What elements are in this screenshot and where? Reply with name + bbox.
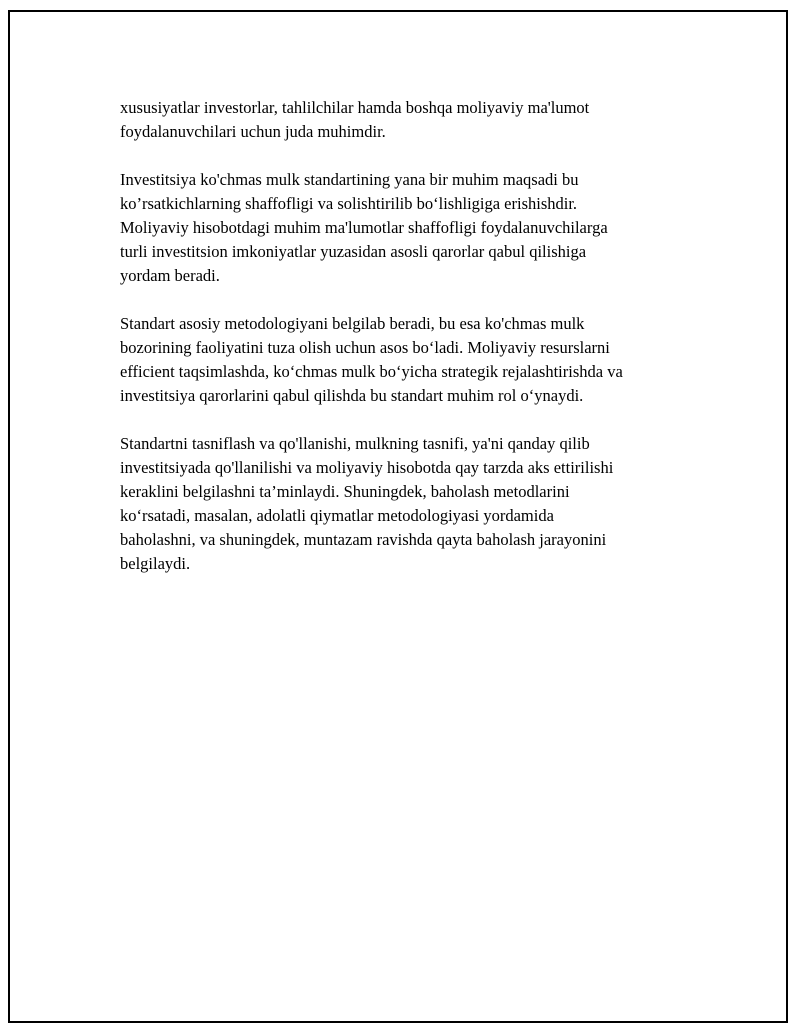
paragraph-4: Standartni tasniflash va qo'llanishi, mulkning tasnifi, ya'ni qanday qilib investitsiyada qo'llanilishi va moliyaviy hisobotda qay tarzda aks ettirilishi keraklini belgilashni ta’minlaydi. Shuningdek, baholash metodlarini ko‘rsatadi, masalan, adolatli qiymatlar metodologiyasi yordamida baholashni, va shuningdek, muntazam ravishda qayta baholash jarayonini belgilaydi. xyxy=(120,434,614,573)
paragraph-3: Standart asosiy metodologiyani belgilab beradi, bu esa ko'chmas mulk bozorining faoliyatini tuza olish uchun asos bo‘ladi. Moliyaviy resurslarni efficient taqsimlashda, ko‘chmas mulk bo‘yicha strategik rejalashtirishda va investitsiya qarorlarini qabul qilishda bu standart muhim rol o‘ynaydi. xyxy=(120,314,623,405)
document-body xyxy=(120,96,700,600)
page-frame xyxy=(8,10,788,1023)
paragraph-1: xususiyatlar investorlar, tahlilchilar hamda boshqa moliyaviy ma'lumot foydalanuvchilari uchun juda muhimdir. xyxy=(120,98,590,141)
paragraph-2: Investitsiya ko'chmas mulk standartining yana bir muhim maqsadi bu ko’rsatkichlarning shaffofligi va solishtirilib bo‘lishligiga erishishdir. Moliyaviy hisobotdagi muhim ma'lumotlar shaffofligi foydalanuvchilarga turli investitsion imkoniyatlar yuzasidan asosli qarorlar qabul qilishiga yordam beradi. xyxy=(120,170,608,285)
